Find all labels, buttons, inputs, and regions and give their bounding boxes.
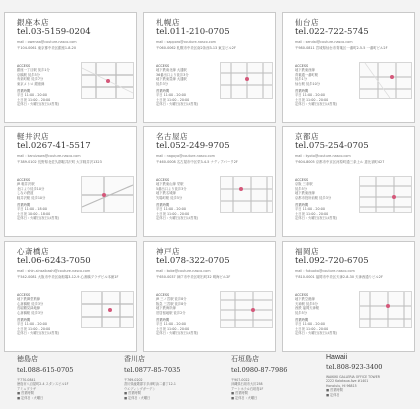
store-address: 〒060-0062 札幌市中央区南2条西3-13 東宝ビル2F — [156, 46, 236, 50]
store-card-kobe — [143, 241, 276, 352]
store-map — [220, 62, 273, 99]
store-address: 〒104-0061 東京都中央区銀座1-8-20 — [17, 46, 76, 50]
address-line: WAIKIKI GALLERIA OFFICE TOWER — [326, 375, 380, 379]
hours-label: 営業時間 — [17, 318, 31, 322]
store-address: 〒460-0008 名古屋市中区栄3-4-5 ナディアパーク2F — [156, 160, 238, 164]
location-pin-icon — [386, 304, 390, 308]
access-line: 徒歩3分 — [156, 81, 168, 86]
store-email[interactable]: mail : karuizawa@couture-nasco.com — [17, 154, 81, 158]
store-name: 香川店 — [124, 355, 145, 363]
info-line: ■ 定休日 : 火曜日 — [124, 395, 151, 400]
access-label: ACCESS — [17, 64, 31, 68]
access-line: 36番出口より徒歩3分 — [156, 72, 189, 77]
store-tel[interactable]: tel.092-720-6705 — [295, 256, 369, 266]
hours-line: 土日祝 11:00 - 20:00 — [295, 97, 329, 102]
store-card-nagoya — [143, 126, 276, 237]
access-line: 地下鉄名城線 — [156, 191, 176, 196]
store-card-shinsaibashi — [4, 241, 137, 352]
hours-block — [295, 203, 355, 221]
access-block — [295, 64, 355, 86]
hours-line: 定休日 : 火曜日(祝日は営業) — [17, 102, 60, 107]
access-line: 徒歩1分 — [295, 77, 307, 82]
store-email[interactable]: mail : fukuoka@couture-nasco.com — [295, 269, 355, 273]
access-line: 軽井沢駅 徒歩10分 — [17, 195, 46, 200]
hours-line: 平日 11:00 - 20:00 — [295, 322, 325, 327]
location-pin-icon — [106, 79, 110, 83]
access-block — [156, 64, 216, 86]
hours-line: 土日祝 11:00 - 20:00 — [156, 97, 190, 102]
access-line: 青葉通一番町駅 — [295, 72, 319, 77]
access-line: 京阪 三条駅 — [295, 182, 313, 187]
access-line: 地下鉄空港線 — [295, 297, 315, 302]
access-line: JR 三ノ宮駅 徒歩8分 — [156, 297, 187, 302]
hours-line: 平日 11:00 - 18:00 — [17, 207, 47, 212]
access-label: ACCESS — [156, 64, 170, 68]
address-line: ウエディングガーデン — [124, 386, 156, 391]
store-card-sapporo — [143, 12, 276, 123]
hours-block — [17, 89, 77, 107]
info-line: ■ 定休日 : 火曜日 — [17, 395, 44, 400]
access-line: 京都市役所前駅 徒歩3分 — [295, 195, 332, 200]
hours-label: 営業時間 — [156, 89, 170, 93]
location-pin-icon — [245, 77, 249, 81]
access-block — [17, 293, 77, 315]
address-line: 2222 Kalakaua Ave #1401 — [326, 379, 369, 384]
store-address: 〒389-0102 長野県北佐久郡軽井沢町 大字軽井沢1323 — [17, 160, 102, 164]
access-line: JR 軽井沢駅 — [17, 182, 35, 187]
store-tel[interactable]: tel.0267-41-5517 — [17, 141, 91, 151]
hours-block — [156, 89, 216, 107]
store-address: 〒810-0001 福岡市中央区天神2-8-30 天神西通りビル2F — [295, 275, 383, 279]
location-pin-icon — [102, 193, 106, 197]
store-name: 石垣島店 — [231, 355, 259, 363]
hours-block — [17, 318, 77, 336]
hours-block — [156, 203, 216, 221]
location-pin-icon — [251, 308, 255, 312]
address-line: アミュプラザ — [17, 386, 37, 391]
hours-block — [17, 203, 77, 221]
address-line: 〒907-0022 — [231, 378, 250, 382]
store-card-kyoto — [282, 126, 415, 237]
store-map — [220, 176, 273, 213]
store-map — [359, 176, 412, 213]
store-map — [81, 176, 134, 213]
store-tokushima — [17, 354, 117, 400]
store-card-karuizawa — [4, 126, 137, 237]
hours-block — [295, 318, 355, 336]
store-address: 〒604-8005 京都市中京区河原町通三条上ル 恵比須町427 — [295, 160, 385, 164]
hours-line: 土日祝 11:00 - 20:00 — [156, 211, 190, 216]
access-line: 阪急 三宮駅 徒歩8分 — [156, 301, 187, 306]
hours-line: 定休日 : 火曜日(祝日は営業) — [295, 102, 338, 107]
access-line: 地下鉄海岸線 — [156, 306, 176, 311]
address-line: 香川県綾歌郡宇多津町浜二番丁12-1 — [124, 382, 176, 387]
access-block — [295, 293, 355, 315]
access-label: ACCESS — [17, 293, 31, 297]
address-line: 〒769-0202 — [124, 378, 143, 382]
hours-line: 定休日 : 火曜日(祝日は営業) — [295, 216, 338, 221]
location-pin-icon — [390, 75, 394, 79]
hours-line: 定休日 : 火曜日(祝日は営業) — [156, 216, 199, 221]
access-label: ACCESS — [295, 178, 309, 182]
store-address: 〒650-0037 神戸市中央区明石町32 明海ビル2F — [156, 275, 231, 279]
store-email[interactable]: mail : owenaa@couture-nasco.com — [17, 40, 77, 44]
store-tel[interactable]: tel.808-923-3400 — [326, 363, 383, 371]
hours-block — [156, 318, 216, 336]
store-email[interactable]: mail : shin-sinsaibashi@couture-nasco.com — [17, 269, 91, 273]
hours-line: 平日 11:00 - 20:00 — [156, 207, 186, 212]
hours-block — [295, 89, 355, 107]
store-tel[interactable]: tel.0980-87-7986 — [231, 366, 288, 374]
hours-line: 土日祝 11:00 - 20:00 — [295, 211, 329, 216]
access-line: 徒歩5分 — [295, 310, 307, 315]
info-line: ■ 営業時間 — [124, 391, 141, 396]
store-map — [220, 291, 273, 328]
access-line: 天神駅 徒歩5分 — [295, 301, 318, 306]
hours-label: 営業時間 — [156, 203, 170, 207]
store-map — [359, 62, 412, 99]
store-name: 軽井沢店 — [17, 132, 49, 141]
access-line: 5番出口より徒歩3分 — [156, 186, 187, 191]
store-map — [81, 62, 134, 99]
hours-label: 営業時間 — [17, 203, 31, 207]
access-block — [17, 64, 77, 86]
access-line: 地下鉄東豊線 大通駅 — [156, 77, 187, 82]
store-tel[interactable]: tel.088-615-0705 — [17, 366, 74, 374]
store-kagawa — [124, 354, 224, 400]
access-line: 東京メトロ 銀座線 — [17, 81, 45, 86]
store-address: 〒542-0081 大阪市中央区南船場3-12-9 心斎橋プラザビル本館1F — [17, 275, 119, 279]
address-line: アートホテル石垣島1F — [231, 386, 264, 391]
hours-label: 営業時間 — [295, 318, 309, 322]
access-label: ACCESS — [295, 293, 309, 297]
hours-line: 平日 11:00 - 20:00 — [156, 93, 186, 98]
store-tel[interactable]: tel.0877-85-7035 — [124, 366, 181, 374]
access-line: 有楽町駅 徒歩7分 — [17, 77, 44, 82]
store-email[interactable]: mail : sapporo@couture-nasco.com — [156, 40, 216, 44]
access-line: 銀座一丁目駅 徒歩1分 — [17, 68, 50, 73]
store-email[interactable]: mail : kyoto@couture-nasco.com — [295, 154, 351, 158]
address-line: 徳島市八百屋町2-4 スタンスビル1F — [17, 382, 69, 387]
store-card-fukuoka — [282, 241, 415, 352]
hours-line: 平日 11:00 - 20:00 — [295, 207, 325, 212]
store-name: 心斎橋店 — [17, 247, 49, 256]
store-name: 札幌店 — [156, 18, 180, 27]
store-email[interactable]: mail : kobe@couture-nasco.com — [156, 269, 211, 273]
store-map — [359, 291, 412, 328]
store-name: 名古屋店 — [156, 132, 188, 141]
access-line: 心斎橋駅 徒歩3分 — [17, 310, 44, 315]
hours-line: 定休日 : 火曜日(祝日は営業) — [156, 102, 199, 107]
access-block — [17, 178, 77, 200]
location-pin-icon — [239, 187, 243, 191]
info-line: ■ 定休日 : 火曜日 — [231, 395, 258, 400]
store-email[interactable]: mail : sendai@couture-nasco.com — [295, 40, 353, 44]
access-line: 地下鉄御堂筋線 — [17, 297, 41, 302]
access-label: ACCESS — [17, 178, 31, 182]
store-name: Hawaii — [326, 354, 348, 361]
store-tel[interactable]: tel.011-210-0705 — [156, 27, 230, 37]
access-block — [156, 178, 216, 200]
hours-label: 営業時間 — [156, 318, 170, 322]
store-tel[interactable]: tel.075-254-0705 — [295, 141, 369, 151]
hours-line: 土日祝 10:00 - 18:00 — [17, 211, 51, 216]
store-ishigaki — [231, 354, 331, 400]
access-line: 地下鉄南北線 大通駅 — [156, 68, 187, 73]
access-line: 地下鉄東山線 栄駅 — [156, 182, 184, 187]
access-block — [295, 178, 355, 200]
hours-line: 土日祝 11:00 - 20:00 — [17, 326, 51, 331]
hours-line: 平日 11:00 - 20:00 — [295, 93, 325, 98]
address-line: 〒770-0841 — [17, 378, 36, 382]
access-block — [156, 293, 216, 315]
hours-line: 土日祝 11:00 - 20:00 — [295, 326, 329, 331]
access-line: 矢場町駅 徒歩5分 — [156, 195, 183, 200]
store-tel[interactable]: tel.052-249-9705 — [156, 141, 230, 151]
store-name: 徳島店 — [17, 355, 38, 363]
store-tel[interactable]: tel.078-322-0705 — [156, 256, 230, 266]
store-hawaii — [326, 354, 420, 397]
access-line: 旧居留地駅 徒歩2分 — [156, 310, 186, 315]
hours-label: 営業時間 — [295, 89, 309, 93]
hours-line: 定休日 : 火曜日(祝日は営業) — [17, 216, 60, 221]
hours-line: 土日祝 11:00 - 20:00 — [156, 326, 190, 331]
access-label: ACCESS — [295, 64, 309, 68]
location-pin-icon — [392, 195, 396, 199]
store-tel[interactable]: tel.022-722-5745 — [295, 27, 369, 37]
info-line: ■ 定休日 — [326, 392, 340, 397]
hours-line: 平日 11:00 - 20:00 — [156, 322, 186, 327]
hours-label: 営業時間 — [295, 203, 309, 207]
info-line: ■ 営業時間 — [231, 391, 248, 396]
hours-line: 定休日 : 火曜日(祝日は営業) — [17, 331, 60, 336]
store-address: 〒980-0811 宮城県仙台市青葉区一番町2-5-5 一番町ビル2F — [295, 46, 388, 50]
info-line: ■ 営業時間 — [17, 391, 34, 396]
address-line: Honolulu, HI 96815 — [326, 383, 357, 388]
access-line: 西鉄 福岡天神駅 — [295, 306, 320, 311]
access-line: しなの鉄道 — [17, 191, 34, 196]
access-line: 長堀鶴見緑地線 — [17, 306, 41, 311]
access-line: 地下鉄東西線 — [295, 68, 315, 73]
hours-label: 営業時間 — [17, 89, 31, 93]
hours-line: 定休日 : 火曜日(祝日は営業) — [295, 331, 338, 336]
store-card-ginza — [4, 12, 137, 123]
access-line: 京橋駅 徒歩3分 — [17, 72, 40, 77]
access-label: ACCESS — [156, 178, 170, 182]
access-label: ACCESS — [156, 293, 170, 297]
store-card-sendai — [282, 12, 415, 123]
info-line: ■ 営業時間 — [326, 388, 343, 393]
store-email[interactable]: mail : nagoya@couture-nasco.com — [156, 154, 215, 158]
address-line: 沖縄県石垣市大川258 — [231, 382, 263, 387]
access-line: 仙台駅 徒歩10分 — [295, 81, 321, 86]
hours-line: 平日 11:00 - 20:00 — [17, 322, 47, 327]
access-line: 徒歩5分 — [295, 186, 307, 191]
store-tel[interactable]: tel.03-5159-0204 — [17, 27, 91, 37]
store-name: 福岡店 — [295, 247, 319, 256]
access-line: 北口より徒歩10分 — [17, 186, 45, 191]
access-line: 心斎橋駅 徒歩3分 — [17, 301, 44, 306]
store-tel[interactable]: tel.06-6243-7050 — [17, 256, 91, 266]
store-name: 京都店 — [295, 132, 319, 141]
access-line: 地下鉄東西線 — [295, 191, 315, 196]
store-name: 神戸店 — [156, 247, 180, 256]
store-map — [81, 291, 134, 328]
hours-line: 定休日 : 火曜日(祝日は営業) — [156, 331, 199, 336]
store-name: 仙台店 — [295, 18, 319, 27]
hours-line: 土日祝 11:00 - 20:00 — [17, 97, 51, 102]
location-pin-icon — [108, 308, 112, 312]
hours-line: 平日 11:00 - 20:00 — [17, 93, 47, 98]
store-name: 銀座本店 — [17, 18, 49, 27]
